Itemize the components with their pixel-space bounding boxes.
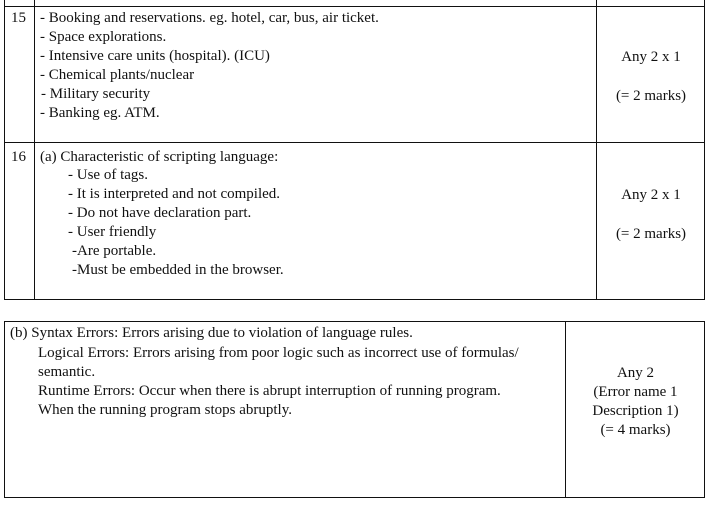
marks-line: (= 4 marks)	[600, 422, 671, 438]
question-number-16: 16	[11, 149, 26, 165]
row-divider-middle	[4, 142, 705, 143]
q16a-marks-line2: (= 2 marks)	[615, 226, 687, 242]
list-item: - Do not have declaration part.	[68, 205, 252, 221]
list-item: - User friendly	[68, 224, 157, 240]
number-column-divider	[34, 0, 35, 300]
list-item: - Military security	[41, 86, 151, 102]
marks-line: (Error name 1	[593, 384, 678, 400]
list-item: - It is interpreted and not compiled.	[68, 186, 281, 202]
list-item: - Banking eg. ATM.	[40, 105, 160, 121]
list-item: - Booking and reservations. eg. hotel, car, bus, air ticket.	[40, 10, 379, 26]
list-item: -Are portable.	[72, 243, 157, 259]
list-item: - Space explorations.	[40, 29, 167, 45]
list-item: - Chemical plants/nuclear	[40, 67, 195, 83]
text-line: Logical Errors: Errors arising from poor logic such as incorrect use of formulas/	[38, 345, 519, 361]
marks-line: Description 1)	[592, 403, 679, 419]
marks-line: Any 2	[616, 365, 655, 381]
list-item: - Intensive care units (hospital). (ICU)	[40, 48, 270, 64]
text-line: When the running program stops abruptly.	[38, 402, 292, 418]
q16a-marks-line1: Any 2 x 1	[621, 187, 681, 203]
q16a-heading: (a) Characteristic of scripting language:	[40, 149, 279, 165]
row-divider-top	[4, 6, 705, 7]
q15-marks-line1: Any 2 x 1	[621, 49, 681, 65]
text-line: Runtime Errors: Occur when there is abrupt interruption of running program.	[38, 383, 501, 399]
q15-marks-line2: (= 2 marks)	[615, 88, 687, 104]
list-item: - Use of tags.	[68, 167, 148, 183]
question-number-15: 15	[11, 10, 26, 26]
text-line: semantic.	[38, 364, 96, 380]
marks-column-divider	[596, 0, 597, 300]
text-line: (b) Syntax Errors: Errors arising due to violation of language rules.	[10, 325, 413, 341]
list-item: -Must be embedded in the browser.	[72, 262, 284, 278]
